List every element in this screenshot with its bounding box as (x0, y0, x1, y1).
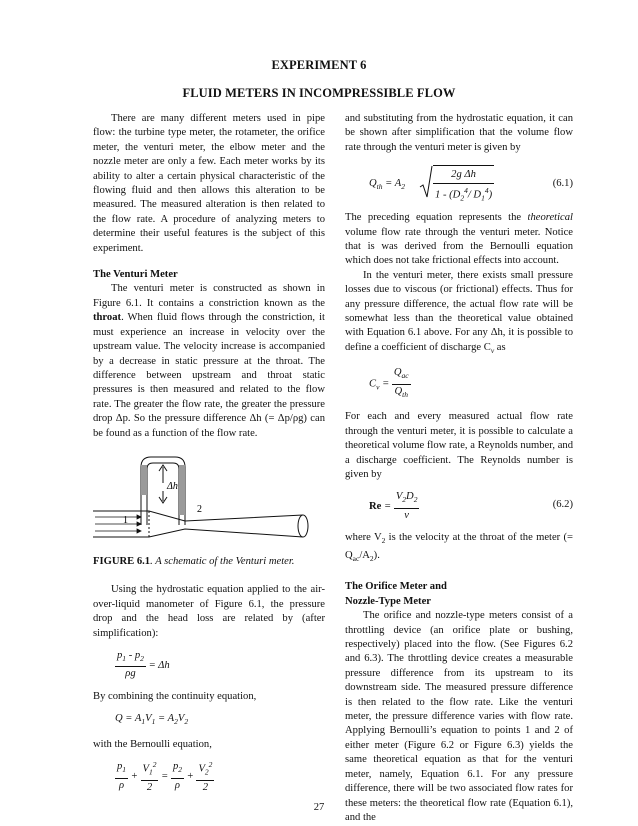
continuity-equation: $Q = A_1V_1 = A_2V_2$ (115, 713, 189, 727)
head-loss-equation: $\frac{p_1 - p_2}{\rho g}$ = Δh (117, 649, 170, 680)
theoretical-text-a: The preceding equation represents the (345, 212, 522, 224)
dh-label: Δh (167, 480, 178, 492)
equation-6-1: $Q_{th} = A_2$ $\frac{\text{2g Δh}}{1 - (D_2^4/ D_1^4)}$ (6.1) (369, 165, 573, 199)
radical-sign (419, 165, 433, 199)
bernoulli-equation: $\frac{p_1}{\rho}$ + $\frac{V_1^2}{2}$ = $\frac{p_2}{\rho}$ + $\frac{V_2^2}{2}$ (117, 760, 213, 794)
velocity-text-c: /A (359, 549, 370, 561)
velocity-text-a: where V (345, 532, 382, 544)
caption-text: . A schematic of the Venturi meter. (150, 555, 295, 567)
substitution-paragraph: and substituting from the hydrostatic equation, it can be shown after simplification that the volume flow rate through the venturi meter is given by (345, 113, 573, 153)
orifice-heading-1: The Orifice Meter and (345, 581, 447, 593)
eq-6-1-number: (6.1) (552, 178, 573, 190)
velocity-text-d: ). (373, 549, 380, 561)
flow-arrows (95, 515, 141, 533)
venturi-text-1: The venturi meter is constructed as shown in Figure 6.1. It contains a constriction known as the (93, 283, 325, 309)
throat-term: throat (93, 312, 122, 324)
velocity-text-b: is the velocity at the throat of the meter (= Q (345, 532, 573, 561)
venturi-heading: The Venturi Meter (93, 269, 178, 281)
theoretical-term: theoretical (527, 212, 573, 224)
experiment-label: EXPERIMENT 6 (271, 58, 367, 72)
orifice-paragraph: The orifice and nozzle-type meters consist of a throttling device (an orifice plate or bushing, respectively) placed into the flow. (See Figures 6.2 and 6.3). The throttling device creates a measurable pressure difference from its upstream to its downstream side. The measured pressure difference is then related to the flow rate. Like the venturi meter, the pressure difference varies with flow rate. Applying Bernoulli’s equation to points 1 and 2 of either meter (Figure 6.2 or Figure 6.3) yields the same theoretical equation as that for the venturi meter, namely, Equation 6.1. For any pressure difference, there will be two associated flow rates for these meters: the theoretical flow rate (Equation 6.1), and the (345, 610, 573, 823)
right-column (345, 112, 573, 825)
continuity-text: By combining the continuity equation, (93, 690, 257, 702)
eq-6-2-number: (6.2) (552, 499, 573, 511)
hydrostatic-paragraph: Using the hydrostatic equation applied to the air-over-liquid manometer of Figure 6.1, the pressure drop and the head loss are related by (after simplification): (93, 584, 325, 639)
intro-paragraph: There are many different meters used in pipe flow: the turbine type meter, the rotameter, the orifice meter, the venturi meter, the elbow meter and the nozzle meter are only a few. Each meter works by its ability to alter a certain physical characteristic of the flowing fluid and then allows this alteration to be measured. The measured alteration is then related to the flow rate. A procedure of analyzing meters to determine their useful features is the subject of this experiment. (93, 113, 325, 254)
theoretical-paragraph (345, 211, 573, 269)
caption-label: FIGURE 6.1 (93, 555, 151, 567)
figure-caption (93, 555, 325, 569)
page-number: 27 (313, 802, 325, 813)
reynolds-paragraph: For each and every measured actual flow rate through the venturi meter, it is possible to calculate a theoretical volume flow rate, a Reynolds number, and a discharge coefficient. The Reynolds number is given by (345, 411, 573, 481)
discharge-tail: as (494, 341, 506, 353)
discharge-paragraph: In the venturi meter, there exists small pressure losses due to viscous (or frictional) effects. Thus for any pressure difference, the actual flow rate will be somewhat less than the theoretical value obtained with Equation 6.1 above. For any Δh, it is possible to define a coefficient of discharge $C_v$ as (345, 269, 573, 355)
station-1-label: 1 (123, 514, 128, 526)
venturi-paragraph (93, 282, 325, 440)
equation-6-2: Re = $\frac{V_2D_2}{\nu}$ (6.2) (369, 491, 573, 521)
theoretical-text-b: volume flow rate through the venturi meter. Notice that is was derived from the Bernoulli equation which does not take frictional effects into account. (345, 226, 573, 267)
page-title: FLUID METERS IN INCOMPRESSIBLE FLOW (182, 86, 456, 100)
discharge-text: In the venturi meter, there exists small pressure losses due to viscous (or frictional) effects. Thus for any pressure difference, the actual flow rate will be somewhat less than the theoretical value obtained with Equation 6.1 above. For any Δh, it is possible to define a coefficient of discharge C (345, 269, 573, 353)
venturi-text-2: . When fluid flows through the constriction, it must experience an increase in velocity over the upstream value. The velocity increase is accompanied by a decrease in static pressure at the throat. The difference between upstream and throat static pressures is then measured and related to the flow rate. The greater the flow rate, the greater the pressure drop Δp. So the pressure difference Δh (= Δp/ρg) can be found as a function of the flow rate. (93, 312, 325, 439)
discharge-coefficient-equation: $C_v$ = $\frac{Q_{ac}}{Q_{th}}$ (369, 367, 409, 400)
orifice-heading-2: Nozzle-Type Meter (345, 595, 431, 607)
station-2-label: 2 (197, 503, 202, 515)
bernoulli-text: with the Bernoulli equation, (93, 738, 212, 750)
venturi-figure (93, 455, 325, 545)
velocity-definition: where $V_2$ is the velocity at the throat of the meter (= $Q_{ac}/A_2$). (345, 532, 573, 563)
left-column (93, 112, 325, 796)
